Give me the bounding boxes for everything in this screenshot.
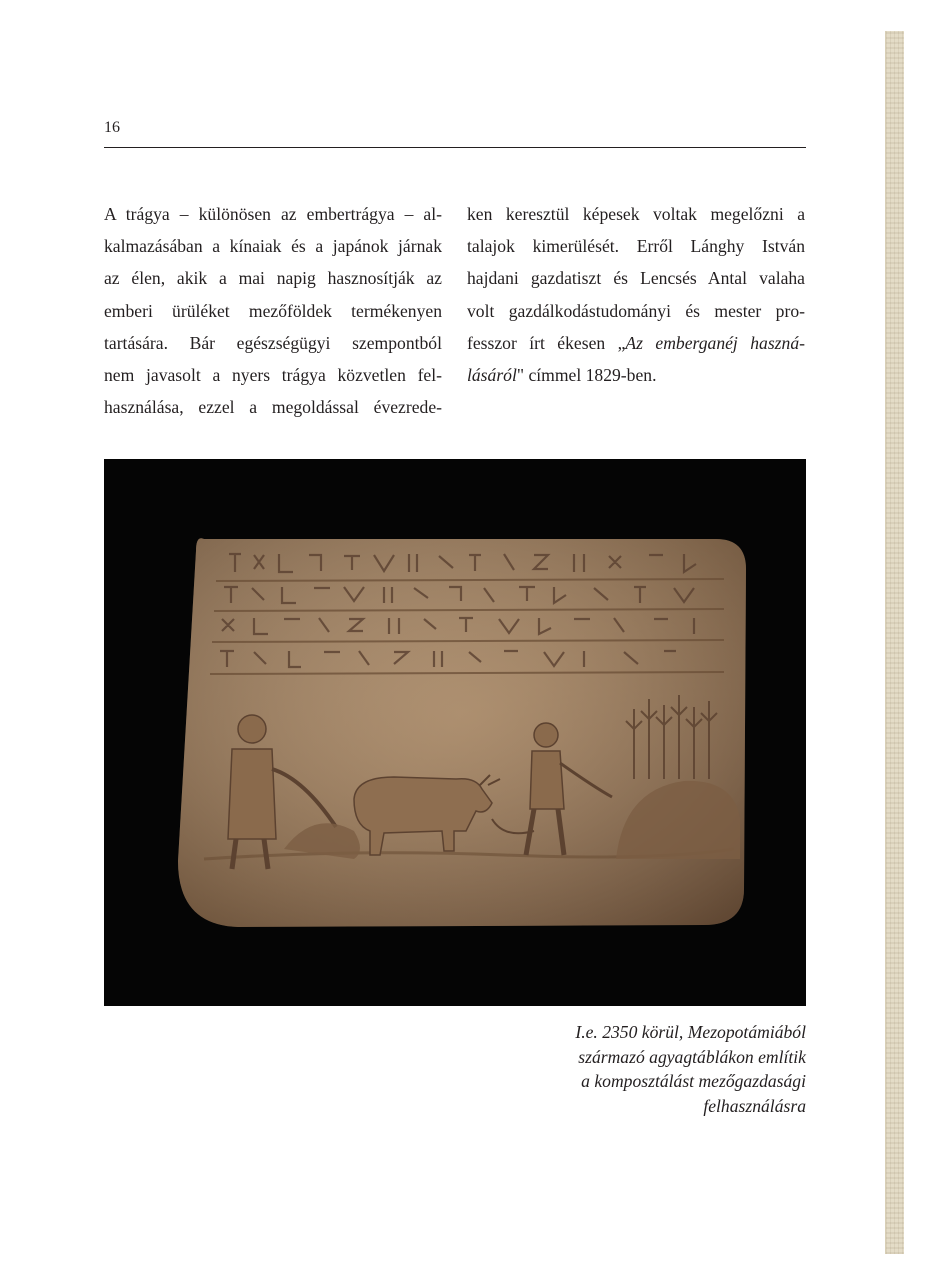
text-line: az élen, akik a mai napig hasznosítják az: [104, 268, 442, 289]
caption-line: I.e. 2350 körül, Mezopotámiából: [575, 1022, 806, 1042]
text-line: hajdani gazdatiszt és Lencsés Antal valaha: [467, 268, 805, 289]
text-line: talajok kimerülését. Erről Lánghy István: [467, 236, 805, 257]
book-title-italic: lásáról: [467, 365, 517, 386]
clay-tablet-illustration: [104, 459, 806, 1006]
text-line: nem javasolt a nyers trágya közvetlen fel-: [104, 365, 442, 386]
page-number: 16: [104, 119, 120, 136]
text-line: [467, 327, 805, 359]
text-line: tartására. Bár egészségügyi szempontból: [104, 332, 442, 353]
text-column-right: [467, 198, 805, 391]
clay-tablet-photo: [104, 459, 806, 1006]
page-edge-texture: [885, 31, 904, 1254]
text-column-left: [104, 198, 442, 423]
text-line: kalmazásában a kínaiak és a japánok járnak: [104, 236, 442, 257]
book-title-italic: Az emberganéj haszná-: [625, 332, 805, 353]
text-line: [467, 359, 805, 391]
text-segment: fesszor írt ékesen „: [467, 332, 626, 353]
text-line: használása, ezzel a megoldással évezrede-: [104, 397, 442, 418]
text-segment: " címmel 1829-ben.: [516, 365, 657, 386]
header-rule: [104, 147, 806, 148]
text-line: ken keresztül képesek voltak megelőzni a: [467, 204, 805, 224]
figure-caption: [520, 1020, 806, 1118]
text-line: volt gazdálkodástudományi és mester pro-: [467, 300, 805, 321]
text-line: A trágya – különösen az embertrágya – al-: [104, 204, 442, 224]
caption-line: származó agyagtáblákon említik: [578, 1046, 806, 1067]
text-line: emberi ürüléket mezőföldek termékenyen: [104, 300, 442, 321]
caption-line: felhasználásra: [703, 1095, 806, 1116]
caption-line: a komposztálást mezőgazdasági: [581, 1071, 806, 1092]
